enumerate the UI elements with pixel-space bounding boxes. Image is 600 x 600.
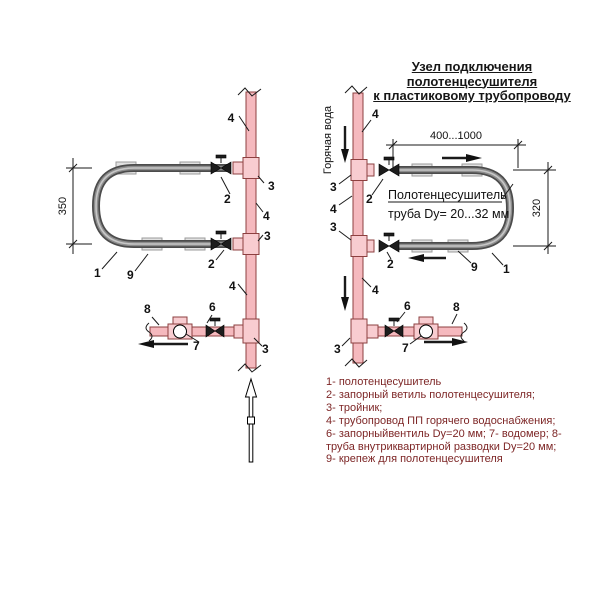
tee-fitting — [243, 158, 259, 179]
tee-fitting — [351, 319, 367, 343]
tee-fitting — [243, 319, 259, 343]
tee-stub — [367, 325, 378, 338]
callout-2: 2 — [366, 192, 373, 206]
tee-fitting — [351, 160, 367, 181]
tee-stub — [233, 238, 244, 250]
hot-water-label: Горячая вода — [322, 105, 334, 175]
dim-320-label: 320 — [531, 198, 543, 218]
callout-9: 9 — [127, 268, 134, 282]
callout-1: 1 — [94, 266, 101, 280]
title-line-2: полотенцесушителя — [406, 73, 538, 89]
tee-fitting — [243, 234, 259, 255]
legend-line: 1- полотенцесушитель — [326, 376, 442, 388]
flow-arrow-right-icon — [442, 154, 482, 162]
legend-line: 2- запорный ветиль полотенцесушителя; — [326, 388, 535, 401]
callout-7: 7 — [402, 341, 409, 355]
callout-3: 3 — [262, 342, 269, 356]
valve-icon — [379, 233, 399, 252]
flow-arrow-left-icon — [408, 254, 446, 262]
callout-4: 4 — [330, 202, 337, 216]
callout-6: 6 — [209, 300, 216, 314]
left-diagram — [57, 88, 275, 462]
callout-1: 1 — [503, 262, 510, 276]
flow-arrow-left-icon — [138, 340, 188, 348]
legend-line: 3- тройник; — [326, 401, 383, 414]
dryer-pipe-label: труба Dy= 20...32 мм — [388, 207, 510, 221]
callout-4: 4 — [372, 283, 379, 297]
callout-8: 8 — [144, 302, 151, 316]
callout-3: 3 — [264, 229, 271, 243]
callout-3: 3 — [334, 342, 341, 356]
right-diagram — [322, 86, 556, 367]
tee-fitting — [351, 236, 367, 257]
callout-4: 4 — [263, 209, 270, 223]
dimension-400-1000 — [386, 130, 526, 172]
branch-pipe — [150, 327, 246, 336]
valve-icon — [379, 157, 399, 176]
callout-7: 7 — [193, 339, 200, 353]
callout-4: 4 — [372, 107, 379, 121]
legend-line: 4- трубопровод ПП горячего водоснабжения; — [326, 414, 556, 427]
callout-8: 8 — [453, 300, 460, 314]
towel-dryer-highlight — [96, 168, 229, 244]
legend-line: 9- крепеж для полотенцесушителя — [326, 453, 503, 466]
legend — [326, 376, 598, 466]
dimension-320 — [513, 162, 556, 254]
legend-line: 6- запорныйвентиль Dy=20 мм; 7- водомер; 8- — [326, 427, 562, 440]
callout-3: 3 — [330, 180, 337, 194]
callout-4: 4 — [227, 111, 235, 125]
title-line-1: Узел подключения — [411, 59, 533, 74]
tee-stub — [233, 162, 244, 174]
title-line-3: к пластиковому трубопроводу — [373, 88, 571, 103]
callout-3: 3 — [268, 179, 275, 193]
callout-2: 2 — [208, 257, 215, 271]
riser-up-arrow-icon — [246, 379, 257, 462]
water-meter-icon — [414, 317, 438, 339]
dryer-label: Полотенцесушитель — [388, 188, 507, 202]
callout-4: 4 — [229, 279, 236, 293]
callout-6: 6 — [404, 299, 411, 313]
callout-2: 2 — [387, 257, 394, 271]
dimension-350 — [57, 158, 92, 254]
callout-2: 2 — [224, 192, 231, 206]
diagram-title — [348, 60, 596, 104]
callout-9: 9 — [471, 260, 478, 274]
dryer-annotation — [388, 184, 513, 221]
callout-3: 3 — [330, 220, 337, 234]
towel-dryer — [96, 168, 229, 244]
dim-350-label: 350 — [57, 196, 69, 216]
legend-line: труба внутриквартирной разводки Dy=20 мм; — [326, 440, 557, 453]
flow-arrow-down-icon — [341, 276, 349, 311]
towel-dryer-mid — [96, 168, 229, 244]
dim-400-1000-label: 400...1000 — [430, 130, 482, 142]
flow-arrow-down-icon — [341, 126, 349, 163]
